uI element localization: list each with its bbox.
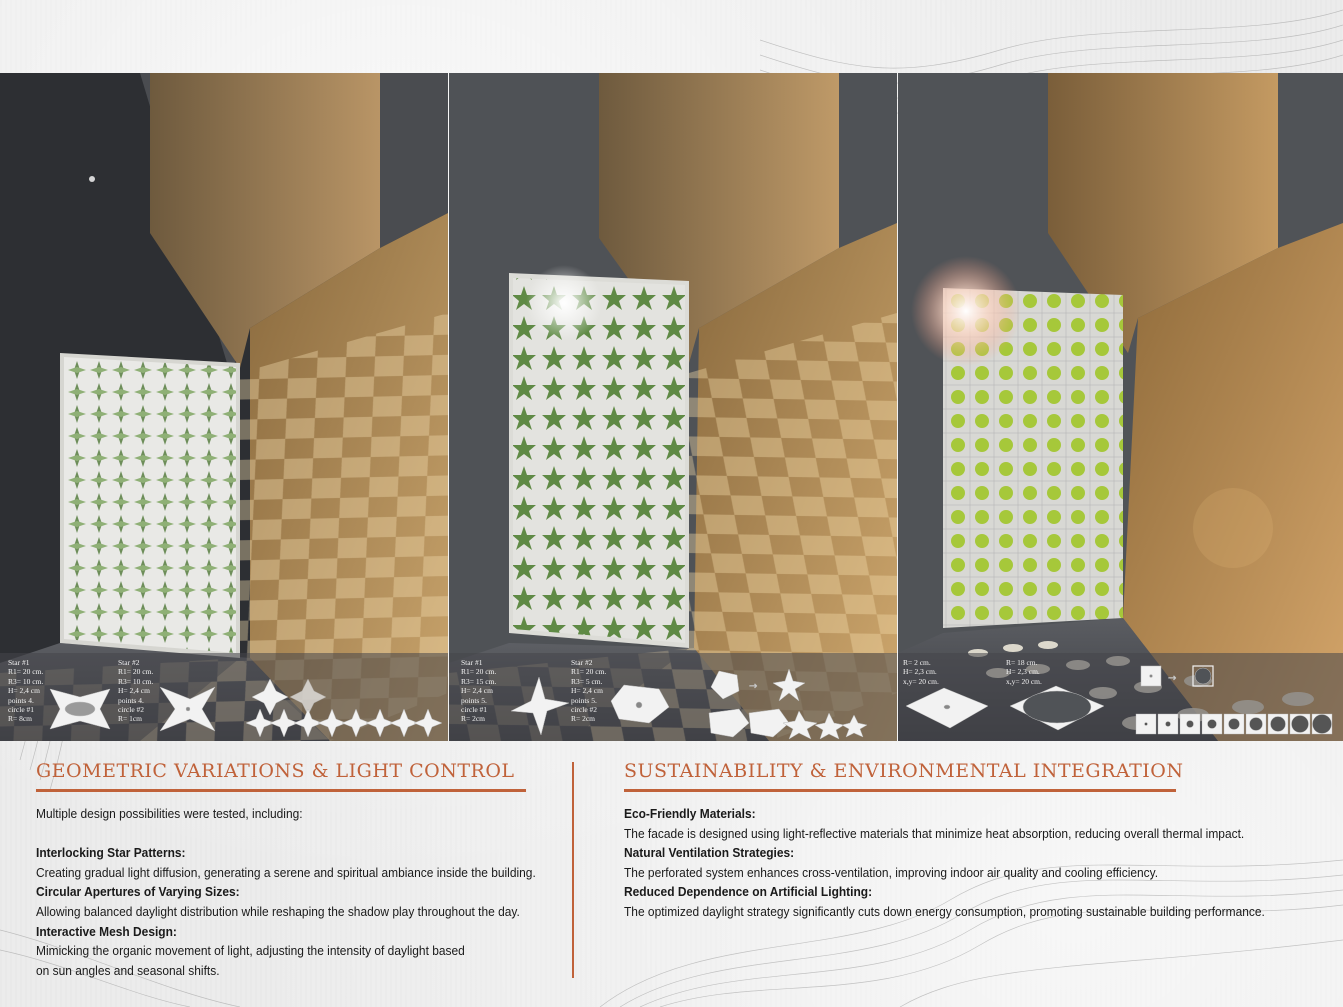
item-text: The facade is designed using light-reflective materials that minimize heat absorption, reducing overall thermal impact. [624,825,1245,841]
spec-label-star2: Star #2 R1= 20 cm. R3= 5 cm. H= 2,4 cm points 5. circle #2 R= 2cm [571,658,607,724]
item-text: Mimicking the organic movement of light, adjusting the intensity of daylight based [36,943,465,959]
svg-text:→: → [1168,673,1177,684]
spec-label-large-circle: R= 18 cm. H= 2,3 cm. x,y= 20 cm. [1006,658,1042,686]
render-panel-circle-mesh [898,73,1343,741]
spec-label-star1: Star #1 R1= 20 cm. R3= 10 cm. H= 2,4 cm points 4. circle #1 R= 8cm [8,658,44,724]
item-text-continued: on sun angles and seasonal shifts. [36,962,220,978]
item-title: Natural Ventilation Strategies: [624,845,795,861]
item-title: Eco-Friendly Materials: [624,806,756,821]
heading-sustainability: SUSTAINABILITY & ENVIRONMENTAL INTEGRATION [624,760,1184,782]
render-strip [0,73,1343,741]
heading-underline [36,789,526,792]
star-module-diagrams [40,669,448,739]
item-title: Reduced Dependence on Artificial Lighting: [624,884,873,900]
render-panel-star5 [449,73,897,741]
item-title: Interlocking Star Patterns: [36,845,186,861]
render-star5-image [449,73,897,741]
spec-label-small-circle: R= 2 cm. H= 2,3 cm. x,y= 20 cm. [903,658,939,686]
spec-label-star2: Star #2 R1= 20 cm. R3= 10 cm. H= 2,4 cm points 4. circle #2 R= 1cm [118,658,154,724]
render-star4-image [0,73,448,741]
heading-underline [624,789,1176,792]
render-panel-star4 [0,73,448,741]
right-section-body [624,804,1305,922]
heading-geometric-variations: GEOMETRIC VARIATIONS & LIGHT CONTROL [36,760,515,782]
item-text: Creating gradual light diffusion, generating a serene and spiritual ambiance inside the building. [36,864,536,880]
item-text: The perforated system enhances cross-ventilation, improving indoor air quality and cooling efficiency. [624,864,1159,880]
svg-text:→: → [749,681,758,692]
item-text: Allowing balanced daylight distribution while reshaping the shadow play throughout the day. [36,903,520,919]
circle-module-diagrams [898,658,1343,741]
item-text: The optimized daylight strategy significantly cuts down energy consumption, promoting sustainable building performance. [624,903,1265,919]
item-title: Circular Apertures of Varying Sizes: [36,884,240,900]
left-section-body [36,804,570,980]
spec-label-star1: Star #1 R1= 20 cm. R3= 15 cm. H= 2,4 cm points 5. circle #1 R= 2cm [461,658,497,724]
intro-text: Multiple design possibilities were tested, including: [36,806,303,821]
item-title: Interactive Mesh Design: [36,923,177,939]
star-module-diagrams [499,663,894,741]
render-circle-mesh-image [898,73,1343,741]
section-divider [572,762,574,978]
